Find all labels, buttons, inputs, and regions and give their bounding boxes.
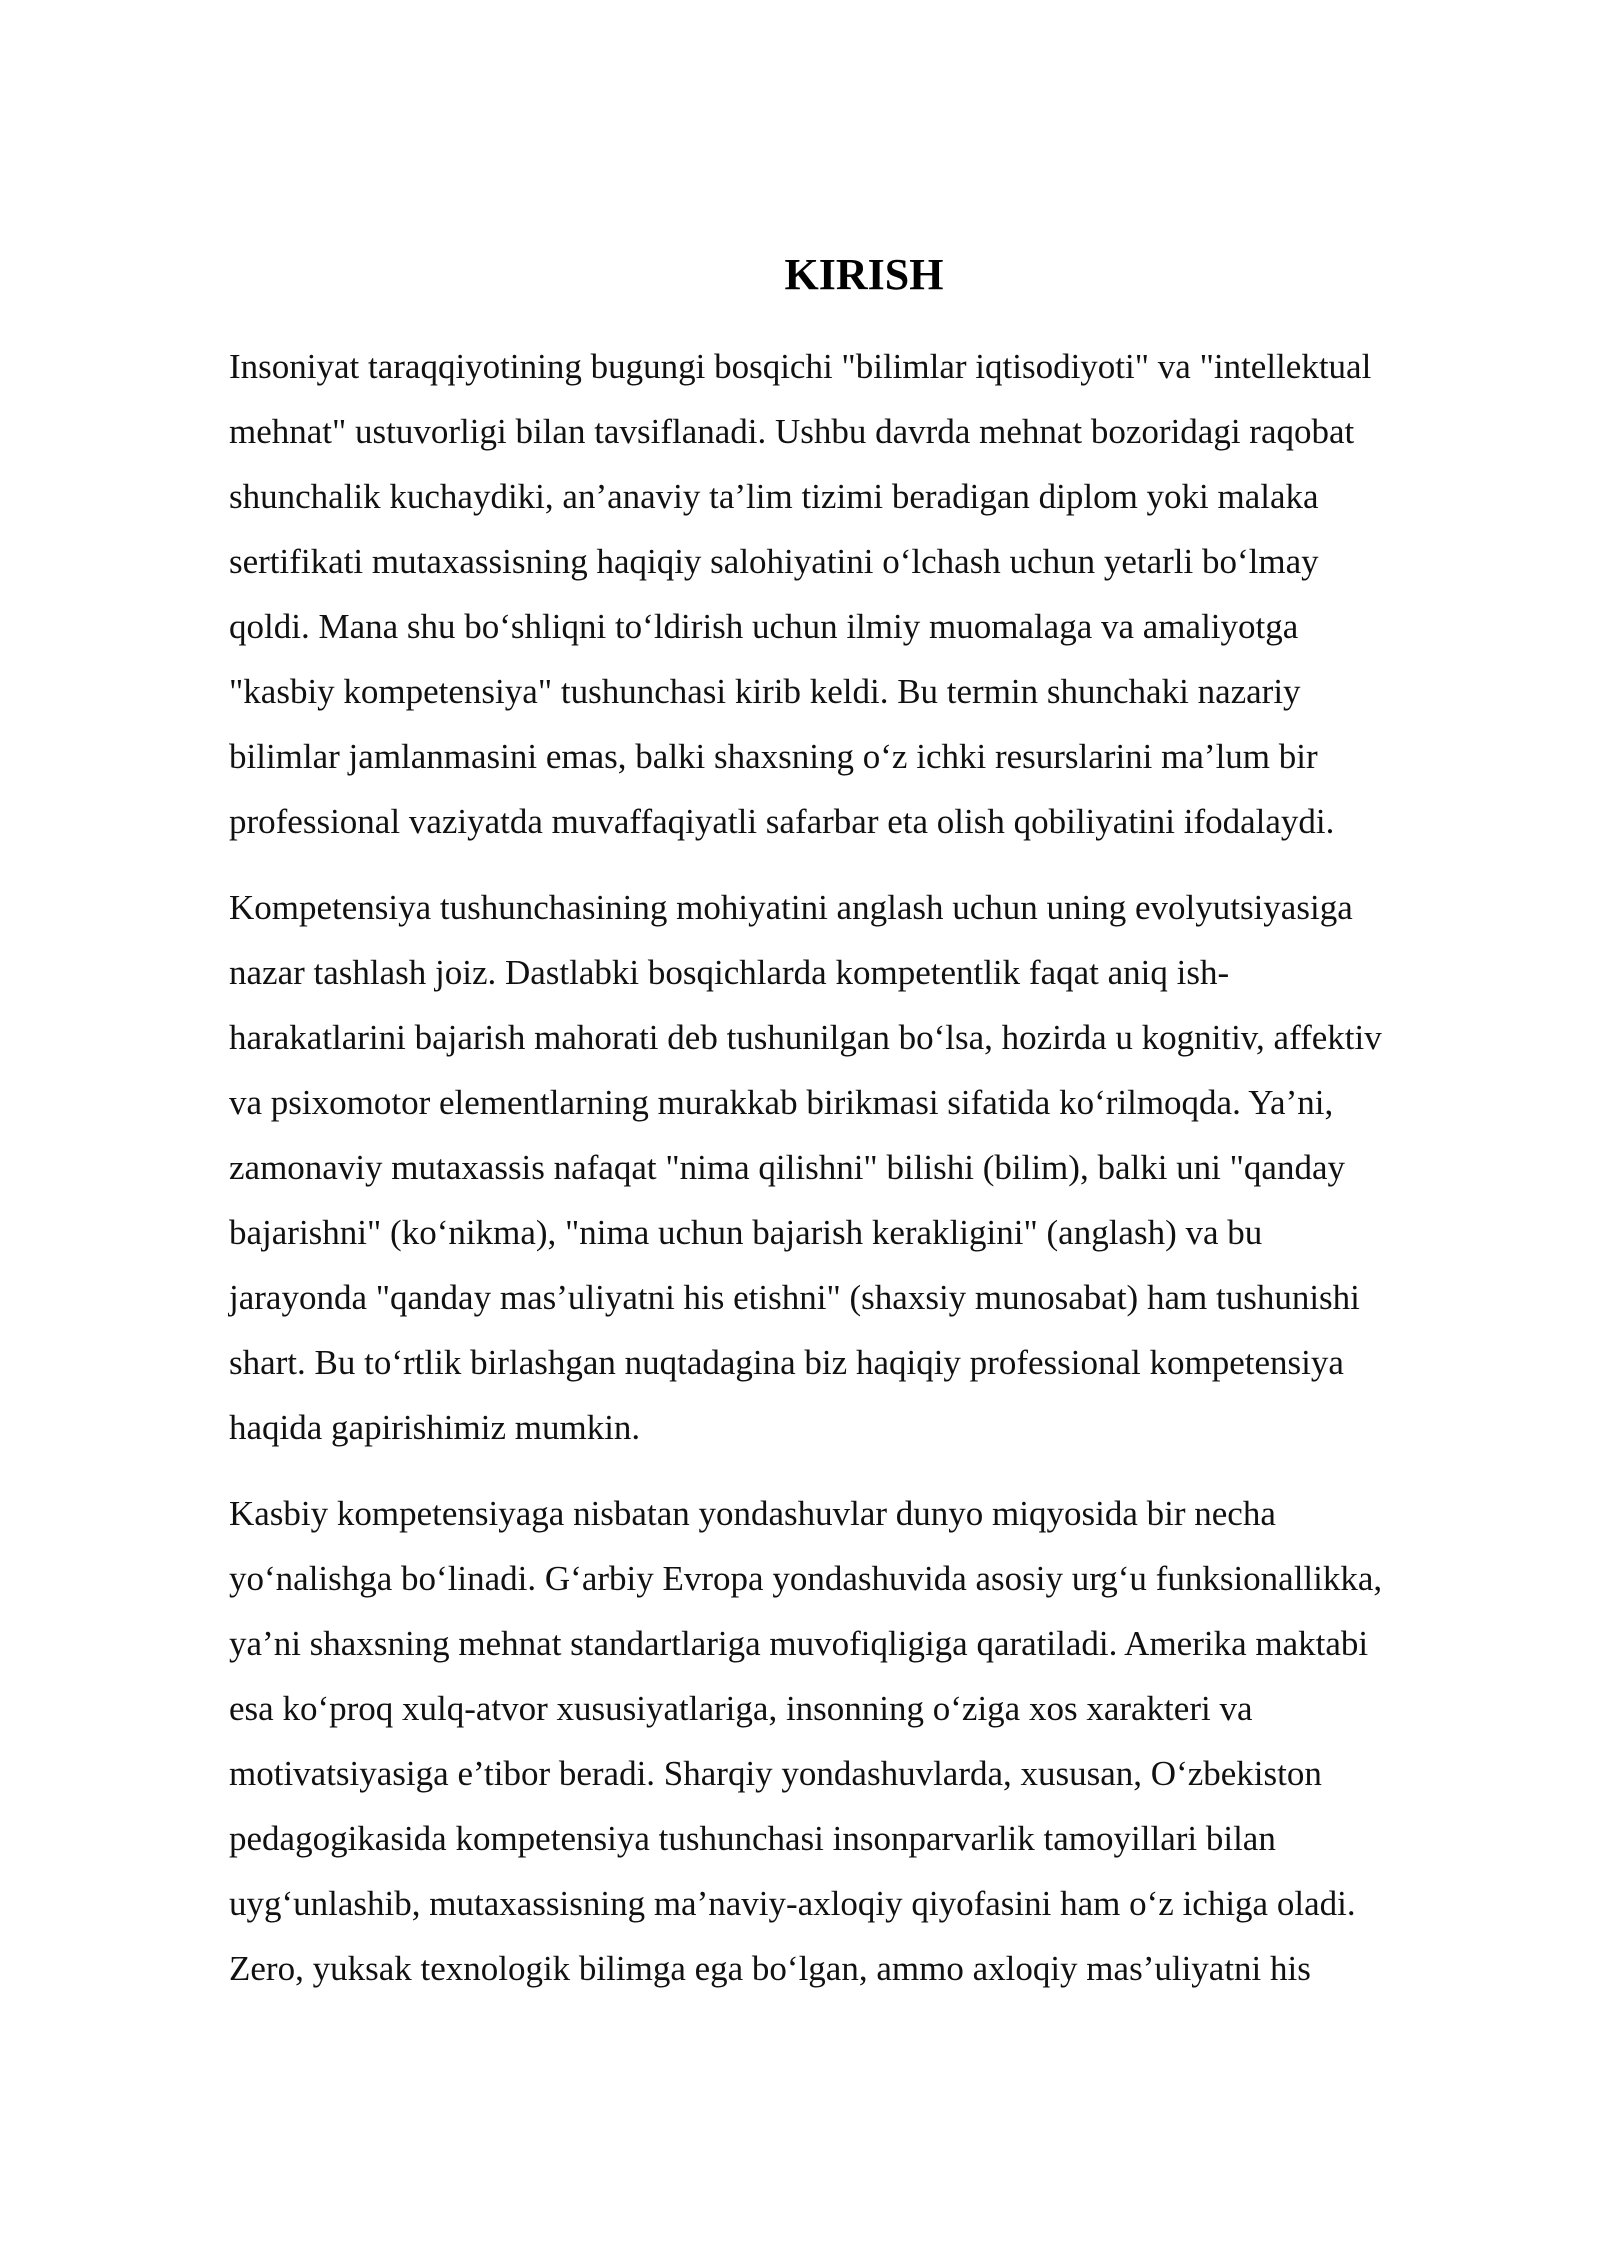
text-line: professional vaziyatda muvaffaqiyatli safarbar eta olish qobiliyatini ifodalaydi. — [229, 802, 1335, 841]
document-body — [229, 244, 1469, 2022]
text-line: jarayonda "qanday mas’uliyatni his etishni" (shaxsiy munosabat) ham tushunishi — [229, 1278, 1360, 1317]
text-line: ya’ni shaxsning mehnat standartlariga muvofiqligiga qaratiladi. Amerika maktabi — [229, 1624, 1369, 1663]
text-line: nazar tashlash joiz. Dastlabki bosqichlarda kompetentlik faqat aniq ish- — [229, 953, 1230, 992]
text-line: esa ko‘proq xulq-atvor xususiyatlariga, insonning o‘ziga xos xarakteri va — [229, 1689, 1253, 1728]
text-line: mehnat" ustuvorligi bilan tavsiflanadi. Ushbu davrda mehnat bozoridagi raqobat — [229, 412, 1355, 451]
paragraph-2 — [229, 875, 1469, 1460]
text-line: qoldi. Mana shu bo‘shliqni to‘ldirish uchun ilmiy muomalaga va amaliyotga — [229, 607, 1299, 646]
text-line: shunchalik kuchaydiki, an’anaviy ta’lim tizimi beradigan diplom yoki malaka — [229, 477, 1319, 516]
text-line: Kompetensiya tushunchasining mohiyatini anglash uchun uning evolyutsiyasiga — [229, 888, 1353, 927]
text-line: pedagogikasida kompetensiya tushunchasi insonparvarlik tamoyillari bilan — [229, 1819, 1276, 1858]
text-line: Kasbiy kompetensiyaga nisbatan yondashuvlar dunyo miqyosida bir necha — [229, 1494, 1276, 1533]
text-line: va psixomotor elementlarning murakkab birikmasi sifatida ko‘rilmoqda. Ya’ni, — [229, 1083, 1334, 1122]
text-line: uyg‘unlashib, mutaxassisning ma’naviy-axloqiy qiyofasini ham o‘z ichiga oladi. — [229, 1884, 1356, 1923]
text-line: shart. Bu to‘rtlik birlashgan nuqtadagina biz haqiqiy professional kompetensiya — [229, 1343, 1344, 1382]
text-line: yo‘nalishga bo‘linadi. G‘arbiy Evropa yondashuvida asosiy urg‘u funksionallikka, — [229, 1559, 1383, 1598]
page-title: KIRISH — [784, 250, 944, 299]
text-line: harakatlarini bajarish mahorati deb tushunilgan bo‘lsa, hozirda u kognitiv, affektiv — [229, 1018, 1382, 1057]
text-line: motivatsiyasiga e’tibor beradi. Sharqiy yondashuvlarda, xususan, O‘zbekiston — [229, 1754, 1322, 1793]
text-line: haqida gapirishimiz mumkin. — [229, 1408, 641, 1447]
paragraph-1 — [229, 334, 1469, 854]
text-line: "kasbiy kompetensiya" tushunchasi kirib keldi. Bu termin shunchaki nazariy — [229, 672, 1301, 711]
text-line: zamonaviy mutaxassis nafaqat "nima qilishni" bilishi (bilim), balki uni "qanday — [229, 1148, 1346, 1187]
text-line: Zero, yuksak texnologik bilimga ega bo‘lgan, ammo axloqiy mas’uliyatni his — [229, 1949, 1311, 1988]
text-line: bilimlar jamlanmasini emas, balki shaxsning o‘z ichki resurslarini ma’lum bir — [229, 737, 1318, 776]
text-line: Insoniyat taraqqiyotining bugungi bosqichi "bilimlar iqtisodiyoti" va "intellektual — [229, 347, 1372, 386]
text-line: bajarishni" (ko‘nikma), "nima uchun bajarish kerakligini" (anglash) va bu — [229, 1213, 1263, 1252]
paragraph-3 — [229, 1481, 1469, 2001]
text-line: sertifikati mutaxassisning haqiqiy salohiyatini o‘lchash uchun yetarli bo‘lmay — [229, 542, 1319, 581]
